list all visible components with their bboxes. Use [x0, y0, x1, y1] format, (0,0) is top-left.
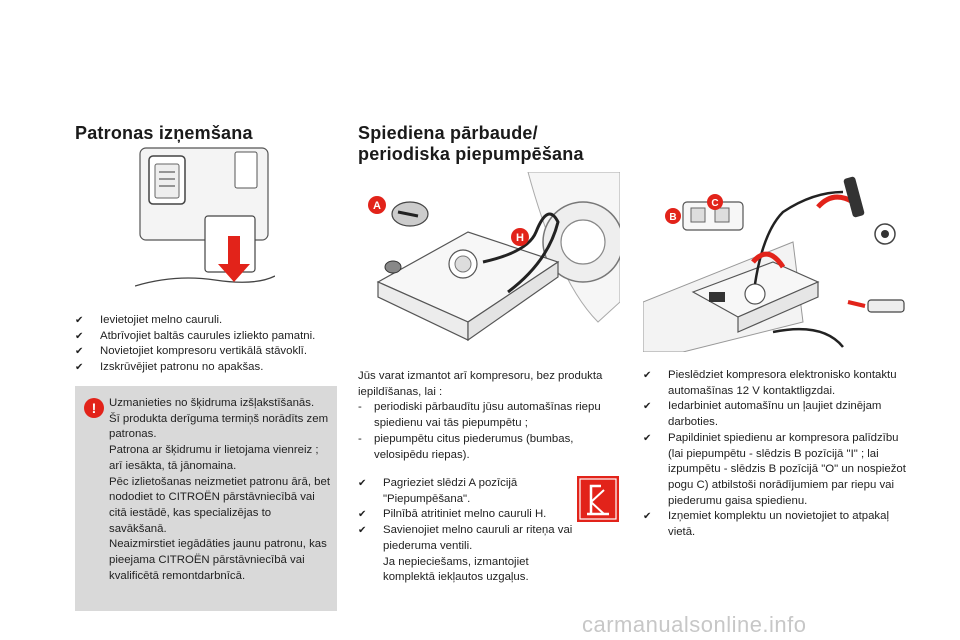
section-heading-cartridge-removal: Patronas izņemšana	[75, 123, 253, 143]
jack-icon	[577, 476, 619, 522]
label-a: A	[373, 200, 381, 212]
checkmark-icon: ✔	[358, 478, 367, 489]
list-item: ✔ Novietojiet kompresoru vertikālā stāvoklī.	[75, 344, 345, 360]
cartridge-removal-steps	[75, 313, 345, 376]
checkmark-icon: ✔	[75, 330, 84, 342]
list-item: ✔ Ievietojiet melno cauruli.	[75, 313, 345, 329]
cartridge-removal-illustration	[135, 146, 275, 296]
warning-box	[75, 386, 337, 611]
list-item: ✔ Pagrieziet slēdzi A pozīcijā "Piepumpēšana".	[358, 477, 518, 505]
checkmark-icon: ✔	[75, 362, 84, 374]
checkmark-icon: ✔	[358, 525, 367, 537]
watermark: carmanualsonline.info	[582, 612, 807, 637]
checkmark-icon: ✔	[75, 346, 84, 358]
checkmark-icon: ✔	[643, 511, 652, 523]
list-item: ✔ Papildiniet spiedienu ar kompresora palīdzību (lai piepumpētu - slēdzis B pozīcijā "I" ; lai izpumpētu - slēdzis B pozīcijā "O" un nospiežot pogu C) atbilstoši norādījumiem par riepu vai piederumu gaisa spiedienu.	[643, 431, 906, 507]
intro-paragraph: Jūs varat izmantot arī kompresoru, bez produkta iepildīšanas, lai : - periodiski pārbaudītu jūsu automašīnas riepu spiedienu vai tās piepumpētu ; - piepumpētu citus piederumus (bumbas, velosipēdu riepas).	[358, 369, 603, 463]
section-heading-pressure-check: Spiediena pārbaude/ periodiska piepumpēšana	[358, 123, 584, 164]
list-item: - piepumpētu citus piederumus (bumbas, velosipēdu riepas).	[358, 432, 574, 461]
checkmark-icon: ✔	[75, 315, 84, 326]
list-item: ✔ Izņemiet komplektu un novietojiet to atpakaļ vietā.	[643, 510, 889, 539]
checkmark-icon: ✔	[643, 370, 652, 381]
compressor-hose-illustration	[358, 172, 620, 352]
checkmark-icon: ✔	[358, 509, 367, 521]
compressor-steps	[643, 368, 913, 541]
inflation-steps	[358, 476, 573, 586]
warning-icon: !	[84, 398, 104, 418]
list-item: ✔ Pieslēdziet kompresora elektronisko kontaktu automašīnas 12 V kontaktligzdai.	[643, 369, 897, 397]
label-c: C	[711, 198, 719, 209]
compressor-switch-illustration	[643, 172, 915, 352]
list-item: ✔ Atbrīvojiet baltās caurules izliekto pamatni.	[75, 329, 345, 345]
list-item: - periodiski pārbaudītu jūsu automašīnas riepu spiedienu vai tās piepumpētu ;	[358, 401, 601, 430]
list-item: ✔ Izskrūvējiet patronu no apakšas.	[75, 360, 345, 376]
list-item: ✔ Pilnībā atritiniet melno cauruli H.	[358, 507, 573, 523]
list-item: ✔ Savienojiet melno cauruli ar riteņa vai piederuma ventili. Ja nepieciešams, izmantojiet komplektā iekļautos uzgaļus.	[358, 524, 573, 584]
label-b: B	[669, 212, 677, 223]
warning-text: Uzmanieties no šķidruma izšļakstīšanās. Šī produkta derīguma termiņš norādīts zem patronas. Patrona ar šķidrumu ir lietojama vienreiz ; arī iesākta, tā jānomaina. Pēc izlietošanas neizmetiet patronu ārā, bet nododiet to CITROËN pārstāvniecībā vai citā iestādē, kas specializējas to savākšanā. Neaizmirstiet iegādāties jaunu patronu, kas pieejama CITROËN pārstāvniecībā vai kvalificētā remontdarbnīcā.	[109, 397, 330, 582]
checkmark-icon: ✔	[643, 401, 652, 413]
label-h: H	[516, 232, 524, 244]
list-item: ✔ Iedarbiniet automašīnu un ļaujiet dzinējam darboties.	[643, 400, 882, 429]
checkmark-icon: ✔	[643, 432, 652, 444]
